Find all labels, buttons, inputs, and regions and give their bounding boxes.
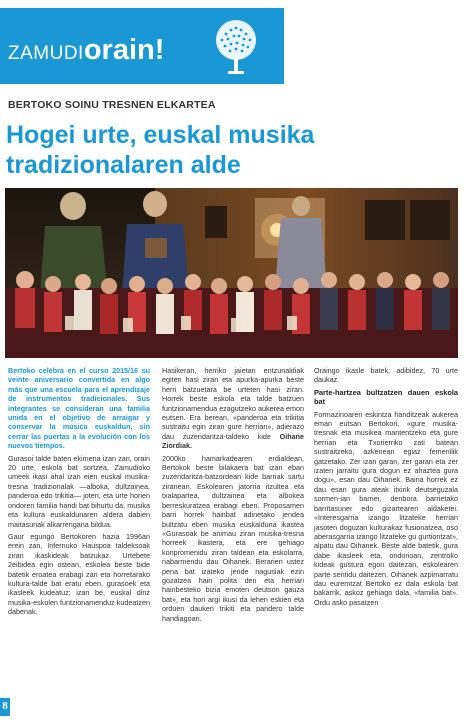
text-column-1 [8, 366, 150, 620]
lead-paragraph: Bertoko celebra en el curso 2015/16 su veinte aniversario convertida en algo más que una escuela para el aprendizaje de instrumentos tradicionales. Sus integrantes se consideran una familia unida en el objetivo de arraigar y conservar la música euskaldun, sin cerrar las puertas a la evolución con los nuevos tiempos. [8, 366, 150, 451]
body-paragraph: Gaur egungo Bertokoren hazia 1996an erein zan, Infernuko Hauspoa taldeksoak ziran ikaskideak batzukaz. Urtebete 2eibidea egin ostean, eskolea beste bide batetik eroatea erabagi zan eta horretarako kultura-talde bat eratu eben, gurasoek eta ikasleek kudeatuz; izan be, euskal dinz musika-eskolen funtzionamenduz kudeatzen dabenak. [8, 531, 150, 617]
body-paragraph [162, 366, 304, 451]
body-paragraph: Formazinoaren eskintza handitzeak aukerea eman eutsan Bertokori, «gure musika-tresnak eta musikea mantentzeko eta gure herrian eta Txorierriko zati batean sustraitzeko, azkenean egiaz femenilik gatzetako. Zer izan garan, zer garan eta zer izaten jarraitu gura dogun ez ahaztea gura dogu», esan dau Oihanek. Baina horrek ez dau esan gura ateak itxirik deutseguzala sormen-ian barriei, denbora barrietako barritasuner edo gizartearen aldaketei. «Interesgarria izango litzateke herrian jasoten doguzan kulturakaz fusionatzea, oso aberasgarria izango litzateke gu gurtiontzat», alpatu dau Oihanek. Beste alde batetik, gura dabe ikasleek eta, ondorioan, zentroko kideak gustura egon daitezan, eskolearen parte sentidu daitezen. Oihanek azpimarratu dau euremtzat Bertoko ez dala eskola bat bakarrik, askoz gehiago dala, «familia bat». Ordu asko pasatzen [314, 409, 458, 607]
body-paragraph: 2000ko hamarkadearen erdialdean, Bertokok beste bilakaera bat izan eban zuzendaritza-batzordean kide barriak sartu ziranean. Eskolearen jatorria itzultea eta txalapartea, dultzainea eta albokea berreskuratzea erabagi eben. Proposamen barri horrek hainbat adinetako jendea bultzatu eben musika euskalduna ikastea «Gurasoak be animau ziran musika-tresna horreek ikastera, eta ere gehiago konpromenidu ziran taldean eta eskolarra, nabarmendu dau Oihanek. Berarien ustez pena bat izateko jende nagusiak ezin gozatzea hain polita den eta herriari hainbesteko bizia emoten deutson gauza bat», eta hori argi ikusi da lehen eskien eta orduen dauken trikiti eta pandero talde handiagoan. [162, 453, 304, 623]
section-subhead: Parte-hartzea bultzatzen dauen eskola bat [314, 387, 458, 407]
text-column-3 [314, 366, 458, 610]
body-text: Hasikeran, herriko jaietan entzunaldiak egiten hasi ziran eta apurka-apurka beste herri batzuetara be urteten hasi ziran. Horrek beste eskola eta talde batzuen funtzionamendua ezagutzeko aukerea emon eutsen. Era berean, «panderoa eta trikitia sustraitu egin ziran gure herrian», adierazo dau zuzendaritza-taldeko kide [162, 366, 304, 441]
masthead-logo [8, 34, 164, 67]
text-column-2 [162, 366, 304, 626]
body-paragraph: Oraingo ikasle batek, adibidez, 70 urte daukaz. [314, 366, 458, 385]
tree-icon [204, 18, 268, 76]
article-kicker: BERTOKO SOINU TRESNEN ELKARTEA [8, 99, 216, 111]
body-paragraph: Gurasoi talde baten ekimena izan zan, orain 20 urte, eskola bat sortzea, Zamudioko umeek ikasi ahal izan eien euskal musika-tresna tradizionalak —alboka, dultzainea, panderoa edo trikitia— joten, eta urte horien ondoren familia handi bat bihurtu da, musika eta kultura euskaldunaren aldera dabien maitasunak alkarrengana bildua. [8, 453, 150, 529]
group-musicians-photo [5, 188, 458, 358]
quoted-person: Oihane Ziordiak. [162, 431, 305, 451]
page-number: 8 [0, 698, 10, 716]
article-photo [5, 188, 458, 358]
brand-bold: orain! [83, 34, 165, 66]
brand-light: ZAMUDI [8, 43, 84, 64]
masthead [0, 8, 284, 84]
article-headline: Hogei urte, euskal musika tradizionalaren alde [6, 121, 315, 179]
